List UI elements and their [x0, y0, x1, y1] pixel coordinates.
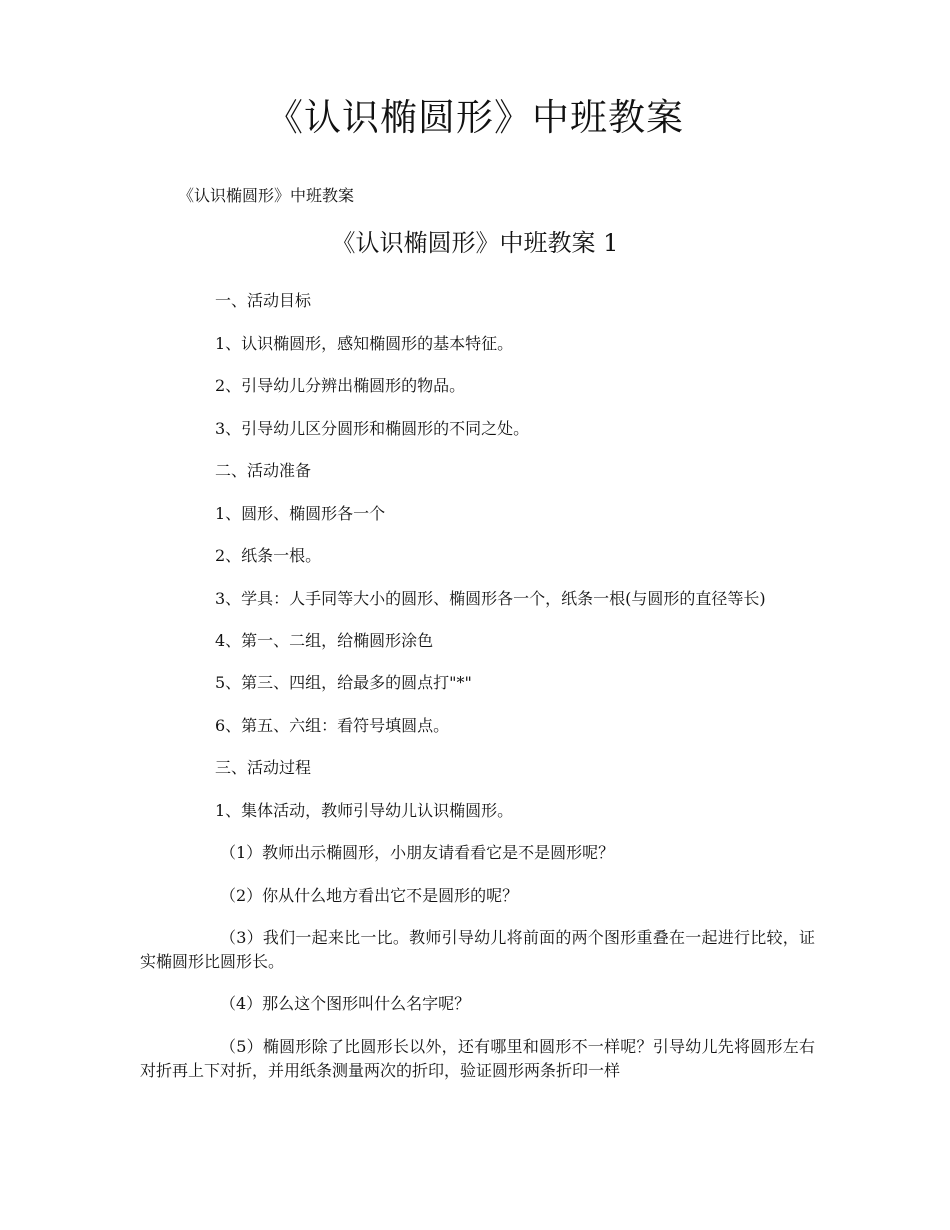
prep-item-6: 6、第五、六组：看符号填圆点。	[215, 715, 450, 735]
prep-item-2: 2、纸条一根。	[215, 546, 322, 565]
prep-item-5: 5、第三、四组，给最多的圆点打"*"	[215, 673, 472, 692]
process-step-2: （2）你从什么地方看出它不是圆形的呢？	[220, 885, 519, 905]
section-heading-goals: 一、活动目标	[215, 291, 312, 310]
goal-item-3: 3、引导幼儿区分圆形和椭圆形的不同之处。	[215, 418, 530, 438]
section-heading-process: 三、活动过程	[215, 758, 312, 777]
prep-item-3: 3、学具：人手同等大小的圆形、椭圆形各一个，纸条一根(与圆形的直径等长)	[215, 588, 766, 608]
section-heading-preparation: 二、活动准备	[215, 461, 312, 480]
document-subtitle: 《认识椭圆形》中班教案 1	[331, 229, 619, 257]
document-body	[140, 289, 815, 1101]
process-item-1: 1、集体活动，教师引导幼儿认识椭圆形。	[215, 800, 514, 820]
process-step-3: （3）我们一起来比一比。教师引导幼儿将前面的两个图形重叠在一起进行比较，证实椭圆形比圆形长。	[140, 928, 815, 971]
document-title: 《认识椭圆形》中班教案	[266, 96, 684, 139]
goal-item-2: 2、引导幼儿分辨出椭圆形的物品。	[215, 376, 466, 395]
prep-item-4: 4、第一、二组，给椭圆形涂色	[215, 630, 434, 650]
prep-item-1: 1、圆形、椭圆形各一个	[215, 503, 386, 523]
document-header-small: 《认识椭圆形》中班教案	[178, 186, 355, 205]
process-step-5: （5）椭圆形除了比圆形长以外，还有哪里和圆形不一样呢？引导幼儿先将圆形左右对折再上下对折，并用纸条测量两次的折印，验证圆形两条折印一样	[140, 1036, 815, 1080]
goal-item-1: 1、认识椭圆形，感知椭圆形的基本特征。	[215, 333, 514, 353]
process-step-4: （4）那么这个图形叫什么名字呢？	[220, 994, 471, 1013]
process-step-1: （1）教师出示椭圆形，小朋友请看看它是不是圆形呢？	[220, 843, 615, 862]
